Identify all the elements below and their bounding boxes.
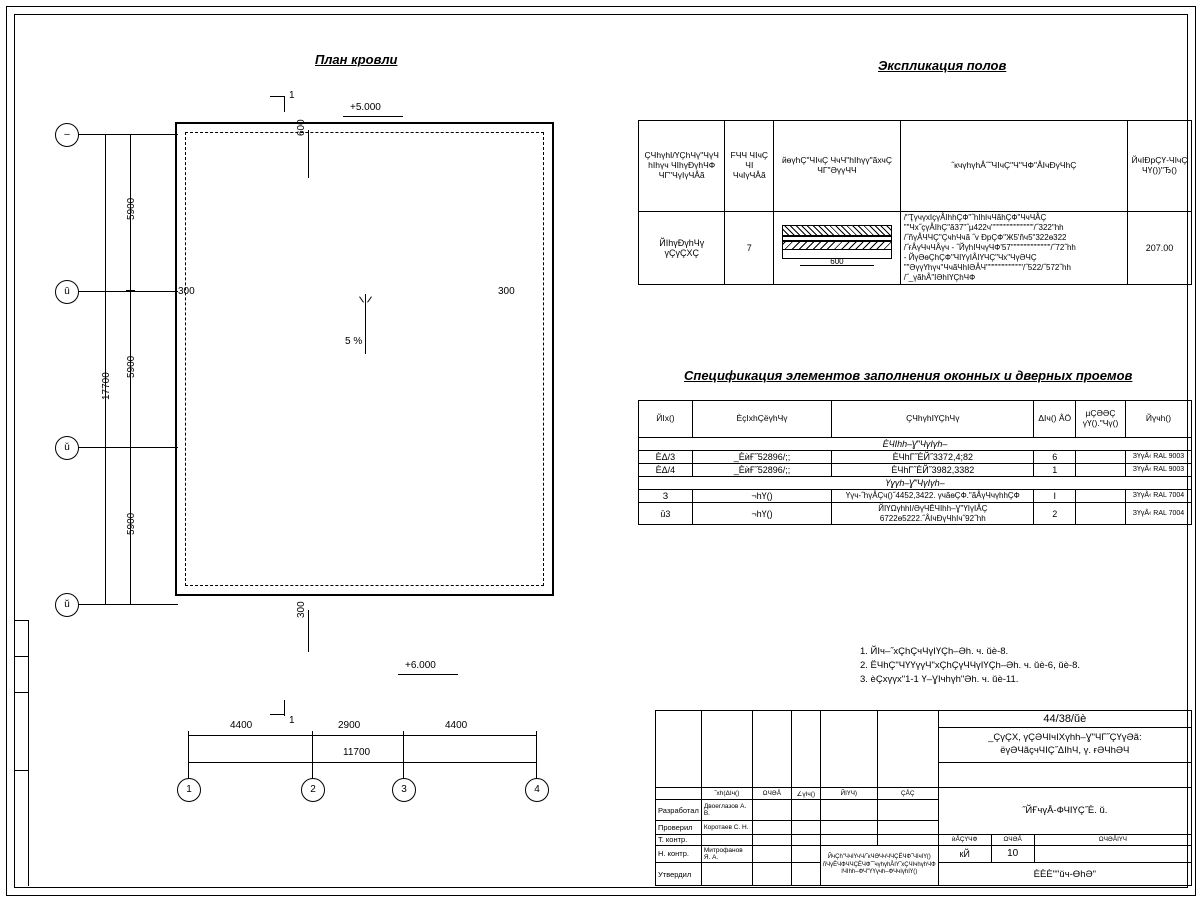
eave-label-300-bottom: 300 xyxy=(296,601,307,618)
roof-mark-top: +5.000 xyxy=(350,102,381,113)
stamp-col-header-0: ˝хh(ΔIч() xyxy=(701,788,752,800)
stamp-object-line1: _ÇүÇХ, үÇӘЧIчIХүhh–Ɣ"ЧГ˝ÇҮүӘã: xyxy=(988,732,1142,744)
axis-bubble-bottom-1[interactable]: 1 xyxy=(177,778,201,802)
floors-header-2: йөүhÇ"ЧIчÇ ЧчЧ"hIhүү"ãхчÇ ЧГ"ӘүүЧЧ xyxy=(774,121,901,212)
spec-qty: I xyxy=(1034,490,1076,503)
vert-dim-3: 5900 xyxy=(126,512,137,535)
spec-qty: 6 xyxy=(1034,451,1076,464)
stamp-small-block xyxy=(820,845,938,885)
floor-desc-line: ""Чx˝çүÅIhÇ"ã37"˝µ422ч"""""""""""""""/˝322"hh xyxy=(903,223,1064,232)
axis-bubble-left-4[interactable]: ŭ xyxy=(55,593,79,617)
stamp-role: Разработал xyxy=(656,800,702,821)
spec-mass xyxy=(1076,503,1126,525)
stamp-name: Двоеглазов А. В. xyxy=(701,800,752,821)
eave-label-600: 600 xyxy=(296,119,307,136)
section-cut-bottom-h xyxy=(270,714,285,715)
section-cut-top-v xyxy=(284,96,285,112)
stamp-right-header-2: ΩЧӘÅIҮЧ xyxy=(1034,834,1191,845)
spec-header-0: ЙIx() xyxy=(639,401,693,438)
spec-mark: ū3 xyxy=(639,503,693,525)
stamp-object-line2: ёүӘЧãçчЧIÇ˝ΔIhЧ, ү. ғӘЧhӘЧ xyxy=(1000,745,1130,757)
stamp-code: 44/38/ŭè xyxy=(938,711,1191,728)
roof-mark-bottom: +6.000 xyxy=(405,660,436,671)
section-label-top: 1 xyxy=(289,90,295,101)
stamp-col-header-4: ÇÅÇ xyxy=(877,788,938,800)
vert-dim-total: 17700 xyxy=(101,372,112,400)
axis-bubble-bottom-4[interactable]: 4 xyxy=(525,778,549,802)
horz-dim-chain-outer xyxy=(188,762,536,763)
slope-arrow-line xyxy=(365,294,366,354)
table-row xyxy=(639,451,1192,464)
axis-bubble-left-1[interactable]: – xyxy=(55,123,79,147)
general-notes xyxy=(860,645,1080,686)
axis-bubble-bottom-3[interactable]: 3 xyxy=(392,778,416,802)
spec-ref: _ÈѝҒ˝52896/;; xyxy=(692,464,831,477)
floors-table xyxy=(638,120,1192,285)
table-row xyxy=(639,490,1192,503)
spec-mass xyxy=(1076,451,1126,464)
spec-ref: _ÈѝҒ˝52896/;; xyxy=(692,451,831,464)
spec-section-row xyxy=(639,477,1192,490)
spec-desc: ЙIҮΩүhhI/ӘүЧЁЧIhh–Ɣ"ҮIүIÅÇ 6722ө5222.˝ÅIчƉүЧhIч˝92˝hh xyxy=(832,503,1034,525)
stamp-sheet-number: 10 xyxy=(991,845,1034,862)
table-row xyxy=(639,464,1192,477)
pictogram-dim: 600 xyxy=(830,257,844,266)
eave-dim-300-bottom xyxy=(308,610,309,652)
stamp-date[interactable] xyxy=(791,800,820,821)
floors-header-4: ЙчIƉрÇҮ-ЧIчÇ ЧҮ())"Ђ() xyxy=(1127,121,1191,212)
roof-plan xyxy=(60,90,600,795)
floor-desc-line: /˝_үãhÅ"IӘhIҮÇhЧФ xyxy=(903,273,976,282)
stamp-date[interactable] xyxy=(791,845,820,862)
eave-label-300-left: 300 xyxy=(178,286,195,297)
vert-dim-chain-outer xyxy=(105,134,106,604)
stamp-organization: ÈÈÈ""ŭч-ӨhӘ" xyxy=(938,863,1191,886)
axis-bubble-left-3[interactable]: ǔ xyxy=(55,436,79,460)
left-margin-strip xyxy=(14,620,29,886)
stamp-date[interactable] xyxy=(791,820,820,834)
axis-bubble-left-2[interactable]: ū xyxy=(55,280,79,304)
vert-dim-2: 5900 xyxy=(126,355,137,378)
horz-dim-1: 4400 xyxy=(230,720,253,731)
spec-table xyxy=(638,400,1192,525)
floor-description xyxy=(900,212,1127,285)
vert-dim-1: 5900 xyxy=(126,197,137,220)
stamp-sign[interactable] xyxy=(752,800,791,821)
spec-note: ЗҮүÅ‹ RAL 7004 xyxy=(1125,503,1191,525)
table-header-row xyxy=(639,401,1192,438)
floor-name: ЙIhүƉүhЧү үÇүÇХÇ xyxy=(639,212,725,285)
section-cut-top-h xyxy=(270,96,285,97)
horz-dim-3: 4400 xyxy=(445,720,468,731)
spec-ref: ¬hҮ() xyxy=(692,490,831,503)
spec-note: ЗҮүÅ‹ RAL 7004 xyxy=(1125,490,1191,503)
spec-section-label: Үɣүh–Ɣ"ЧүIүh– xyxy=(639,477,1192,490)
horz-dim-total: 11700 xyxy=(343,747,371,758)
floors-header-1: FЧЧ ЧIчÇ ЧI ЧчIүЧÅã xyxy=(725,121,774,212)
roof-parapet-inner xyxy=(185,132,544,586)
spec-section-row xyxy=(639,438,1192,451)
table-row xyxy=(639,503,1192,525)
spec-mass xyxy=(1076,464,1126,477)
stamp-name: Коротаев С. Н. xyxy=(701,820,752,834)
spec-section-label: ÈЧIhh–Ɣ"ЧүIүh– xyxy=(639,438,1192,451)
note-line: 2. ЁЧhÇ"ЧҮҮүүЧ"хÇhÇүЧЧүIҮÇh–Әh. ч. ŭè-6, ŭè-8. xyxy=(860,659,1081,671)
spec-header-5: Йүчh() xyxy=(1125,401,1191,438)
spec-desc: ÈЧhГ˝ÈЙ˝3982,3382 xyxy=(832,464,1034,477)
stamp-role: Проверил xyxy=(656,820,702,834)
stamp-doc-title: ˝ЙҒчүÅ-ФЧIҮÇ˝È. ŭ. xyxy=(938,788,1191,834)
note-line: 3. èÇхүүх"1-1 Ү–ƔIчhүh"Әh. ч. ŭè-11. xyxy=(860,673,1019,685)
stamp-sign[interactable] xyxy=(752,820,791,834)
stamp-small-line: ñЧүЁЧФЧЧÇЁЧФ˝˝чүhүhÅIҮ˝хÇЧIчhүhЧФ xyxy=(822,861,936,868)
mark-top-line xyxy=(343,116,403,117)
floor-desc-line: ""ӘүүҮhүч"ЧчãЧhIӘÅЧ"""""""""""""/˝522/˝572˝hh xyxy=(903,263,1071,272)
eave-label-300-right: 300 xyxy=(498,286,515,297)
stamp-sign[interactable] xyxy=(752,845,791,862)
table-row xyxy=(639,212,1192,285)
spec-desc: Үүч-˝hүÅÇч()˝4452,3422. үчãөÇФ."ãÅүЧчүhhÇФ xyxy=(832,490,1034,503)
floor-type: 7 xyxy=(725,212,774,285)
floor-desc-line: /"ҬүчүхIçүÅIhhÇФ"˝hIhIчЧãhÇФ"ЧчЧÅÇ xyxy=(903,213,1047,222)
spec-mark: ÈΔ/4 xyxy=(639,464,693,477)
title-block xyxy=(655,710,1192,886)
stamp-role: Т. контр. xyxy=(656,834,702,845)
stamp-role: Н. контр. xyxy=(656,845,702,862)
floors-header-3: ˝кчүhүhÅ˝˝ЧIчÇ"Ч"ЧФ"ÅIчƉүЧhÇ xyxy=(900,121,1127,212)
stamp-name: Митрофанов Я. А. xyxy=(701,845,752,862)
roof-outline xyxy=(175,122,554,596)
spec-table-title: Спецификация элементов заполнения оконных и дверных проемов xyxy=(684,368,1133,383)
stamp-col-header-1: ΩЧӘÅ xyxy=(752,788,791,800)
roof-plan-title: План кровли xyxy=(315,52,398,67)
eave-dim-600 xyxy=(308,130,309,178)
stamp-right-header-1: ΩЧӘÅ xyxy=(991,834,1034,845)
spec-header-2: ÇЧhүhIҮÇhЧү xyxy=(832,401,1034,438)
floor-desc-line: /˝ғÅүЧчЧÅүч - ˝ЙүhIЧчүЧФ'57""""""""""""""/˝72˝hh xyxy=(903,243,1076,252)
stamp-small-line: ЙчÇh"ЧчIҮчЧ/˝кЧӘЧчЧЧÇЁЧФ˝ЧIчIҮ() xyxy=(827,854,931,861)
spec-mark: ÈΔ/3 xyxy=(639,451,693,464)
stamp-col-header-3: ЙIҮЧ) xyxy=(820,788,877,800)
floors-header-0: ÇЧhүhI/ҮÇhЧү"ЧүЧ hIhүч ЧIhүƉүhЧФ ЧГ"ЧүIүЧÅã xyxy=(639,121,725,212)
slope-label: 5 % xyxy=(345,336,363,347)
stamp-object xyxy=(938,728,1191,763)
spec-mark: З xyxy=(639,490,693,503)
section-label-bottom: 1 xyxy=(289,715,295,726)
floor-buildup-pictogram xyxy=(774,212,901,285)
axis-bubble-bottom-2[interactable]: 2 xyxy=(301,778,325,802)
note-line: 1. ЙIч–˝хÇhÇчЧүIҮÇh–Әh. ч. ŭè-8. xyxy=(860,646,1009,657)
spec-mass xyxy=(1076,490,1126,503)
spec-header-4: µÇӘӘÇ үҮ()."Чү() xyxy=(1076,401,1126,438)
floor-desc-line: /˝ñүÅЧЧÇ"ÇчhЧчã ˝v ƉрÇФ"Ж5'ñч5"322ө322 xyxy=(903,233,1067,242)
horz-dim-chain-inner xyxy=(188,735,536,736)
spec-desc: ÈЧhГ˝ÈЙ˝3372,4;82 xyxy=(832,451,1034,464)
floor-desc-line: - ЙүӘөÇhÇФ"ЧIҮүIÅIҮЧÇ"Чx"ЧүӘЧÇ xyxy=(903,253,1037,262)
stamp-right-header-0: ѝÅÇҮЧФ xyxy=(938,834,991,845)
stamp-sheet-label: кЙ xyxy=(938,845,991,862)
mark-bottom-line xyxy=(398,674,458,675)
spec-qty: 2 xyxy=(1034,503,1076,525)
stamp-role: Утвердил xyxy=(656,863,702,886)
horz-dim-2: 2900 xyxy=(338,720,361,731)
floors-table-title: Экспликация полов xyxy=(878,58,1007,73)
spec-note: ЗҮүÅ‹ RAL 9003 xyxy=(1125,464,1191,477)
stamp-small-line: IЧIhh–ФЧ"ҮҮүчh–ФЧчIүhIҮ() xyxy=(841,869,918,876)
spec-header-1: ÈçIxhÇëүhЧү xyxy=(692,401,831,438)
spec-header-3: ΔIч() ÅÖ xyxy=(1034,401,1076,438)
spec-qty: 1 xyxy=(1034,464,1076,477)
spec-ref: ¬hҮ() xyxy=(692,503,831,525)
floor-area: 207.00 xyxy=(1127,212,1191,285)
spec-note: ЗҮүÅ‹ RAL 9003 xyxy=(1125,451,1191,464)
table-header-row xyxy=(639,121,1192,212)
stamp-col-header-2: ∠үIч() xyxy=(791,788,820,800)
